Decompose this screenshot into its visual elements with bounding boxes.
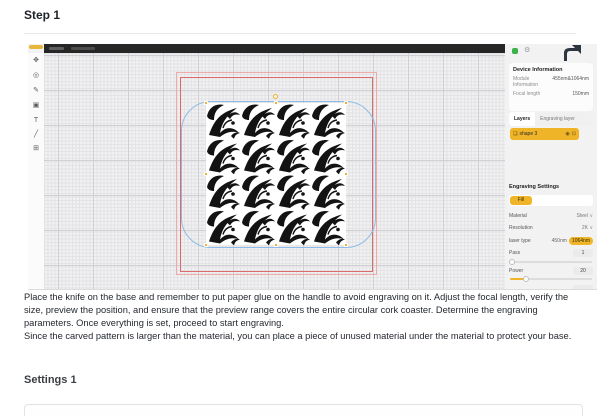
pass-row [509, 248, 593, 257]
pass-slider[interactable] [510, 261, 592, 263]
resolution-row [509, 223, 593, 232]
instruction-paragraph: Place the knife on the base and remember to put paper glue on the handle to avoid engraving on it. Adjust the focal length, verify the size, preview the position, and ensure that the preview range covers the entire circular cork coaster. Determine the engraving parameters. Once everything is set, proceed to start engraving. [24, 292, 569, 328]
settings-heading: Settings 1 [24, 374, 77, 386]
module-info-value: 455nm&1064nm [552, 76, 589, 82]
pass-input[interactable]: 1 [573, 249, 593, 257]
material-value: Steel [576, 212, 588, 219]
damask-pattern-object[interactable] [206, 103, 346, 245]
power-input[interactable]: 20 [573, 267, 593, 275]
fill-mode-button[interactable]: Fill [510, 196, 532, 205]
layer-icon: ❏ [513, 131, 518, 137]
laser-type-segmented [552, 237, 593, 245]
device-info-card [509, 63, 593, 111]
heading-divider [24, 33, 576, 34]
tool-sidebar [28, 53, 44, 289]
right-panel [505, 44, 597, 289]
layer-lock-icon[interactable]: ⊡ [571, 131, 576, 137]
gear-icon[interactable]: ⚙ [524, 47, 531, 54]
topbar-menu-item[interactable] [49, 47, 64, 50]
laser-450-option[interactable]: 450nm [551, 237, 567, 244]
tab-layers[interactable]: Layers [509, 112, 535, 126]
resize-handle-e[interactable] [344, 172, 348, 176]
resolution-value: 2K [581, 224, 588, 231]
resize-handle-ne[interactable] [344, 101, 348, 105]
engraving-settings-title: Engraving Settings [509, 184, 560, 190]
pass-label: Pass [509, 249, 521, 256]
layers-tabs [509, 112, 593, 126]
module-info-label: Module Information [513, 76, 539, 88]
focal-length-value: 150mm [572, 91, 589, 97]
snap-tool-icon[interactable]: ⊞ [33, 145, 39, 152]
laser-type-label: laser type [509, 237, 531, 244]
material-select[interactable] [577, 213, 593, 219]
text-tool-icon[interactable]: T [33, 117, 39, 124]
line-tool-icon[interactable]: ╱ [33, 131, 39, 138]
layer-name: shape 3 [519, 131, 538, 137]
instruction-paragraph: Since the carved pattern is larger than the material, you can place a piece of unused material under the material to protect your base. [24, 331, 572, 341]
image-tool-icon[interactable]: ▣ [32, 102, 40, 109]
laser-1064-option[interactable]: 1064nm [569, 237, 593, 245]
menu-pill-icon[interactable] [29, 45, 43, 49]
focal-length-row [513, 91, 589, 97]
select-tool-icon[interactable]: ✥ [33, 57, 39, 64]
settings-table-top [24, 404, 583, 416]
rotate-handle[interactable] [273, 94, 278, 99]
power-label: Power [509, 267, 524, 274]
resize-handle-s[interactable] [274, 243, 278, 247]
power-row [509, 266, 593, 275]
laser-type-row [509, 236, 593, 245]
module-info-row [513, 76, 589, 88]
chevron-down-icon: ∨ [589, 212, 593, 219]
topbar-menu-item[interactable] [71, 47, 95, 50]
resize-handle-nw[interactable] [204, 101, 208, 105]
resize-handle-sw[interactable] [204, 243, 208, 247]
resolution-select[interactable] [582, 225, 593, 231]
app-top-bar [44, 44, 505, 53]
pass-slider-knob[interactable] [509, 259, 515, 265]
processing-mode-bar [509, 195, 593, 206]
power-slider[interactable] [510, 278, 592, 280]
shape-tool-icon[interactable]: ◎ [32, 72, 40, 79]
focal-length-label: Focal length [513, 91, 541, 97]
resolution-label: Resolution [509, 224, 533, 231]
chevron-down-icon: ∨ [589, 224, 593, 231]
step-heading: Step 1 [24, 8, 61, 22]
layer-item-shape3[interactable] [510, 128, 579, 140]
machine-icon[interactable] [560, 45, 584, 64]
power-slider-knob[interactable] [523, 276, 529, 282]
clipped-input [573, 285, 593, 289]
design-canvas[interactable] [44, 53, 505, 289]
resize-handle-w[interactable] [204, 172, 208, 176]
resize-handle-n[interactable] [274, 101, 278, 105]
clipped-setting-row [509, 285, 593, 289]
device-info-title: Device Information [513, 67, 563, 73]
connection-icon[interactable] [512, 48, 518, 54]
pen-tool-icon[interactable]: ✎ [33, 87, 39, 94]
damask-pattern-image [206, 103, 346, 245]
visibility-eye-icon[interactable]: ◉ [565, 131, 570, 137]
material-label: Material [509, 212, 527, 219]
tab-engraving-layer[interactable]: Engraving layer [535, 112, 593, 126]
resize-handle-se[interactable] [344, 243, 348, 247]
app-screenshot [28, 44, 597, 289]
material-row [509, 211, 593, 220]
